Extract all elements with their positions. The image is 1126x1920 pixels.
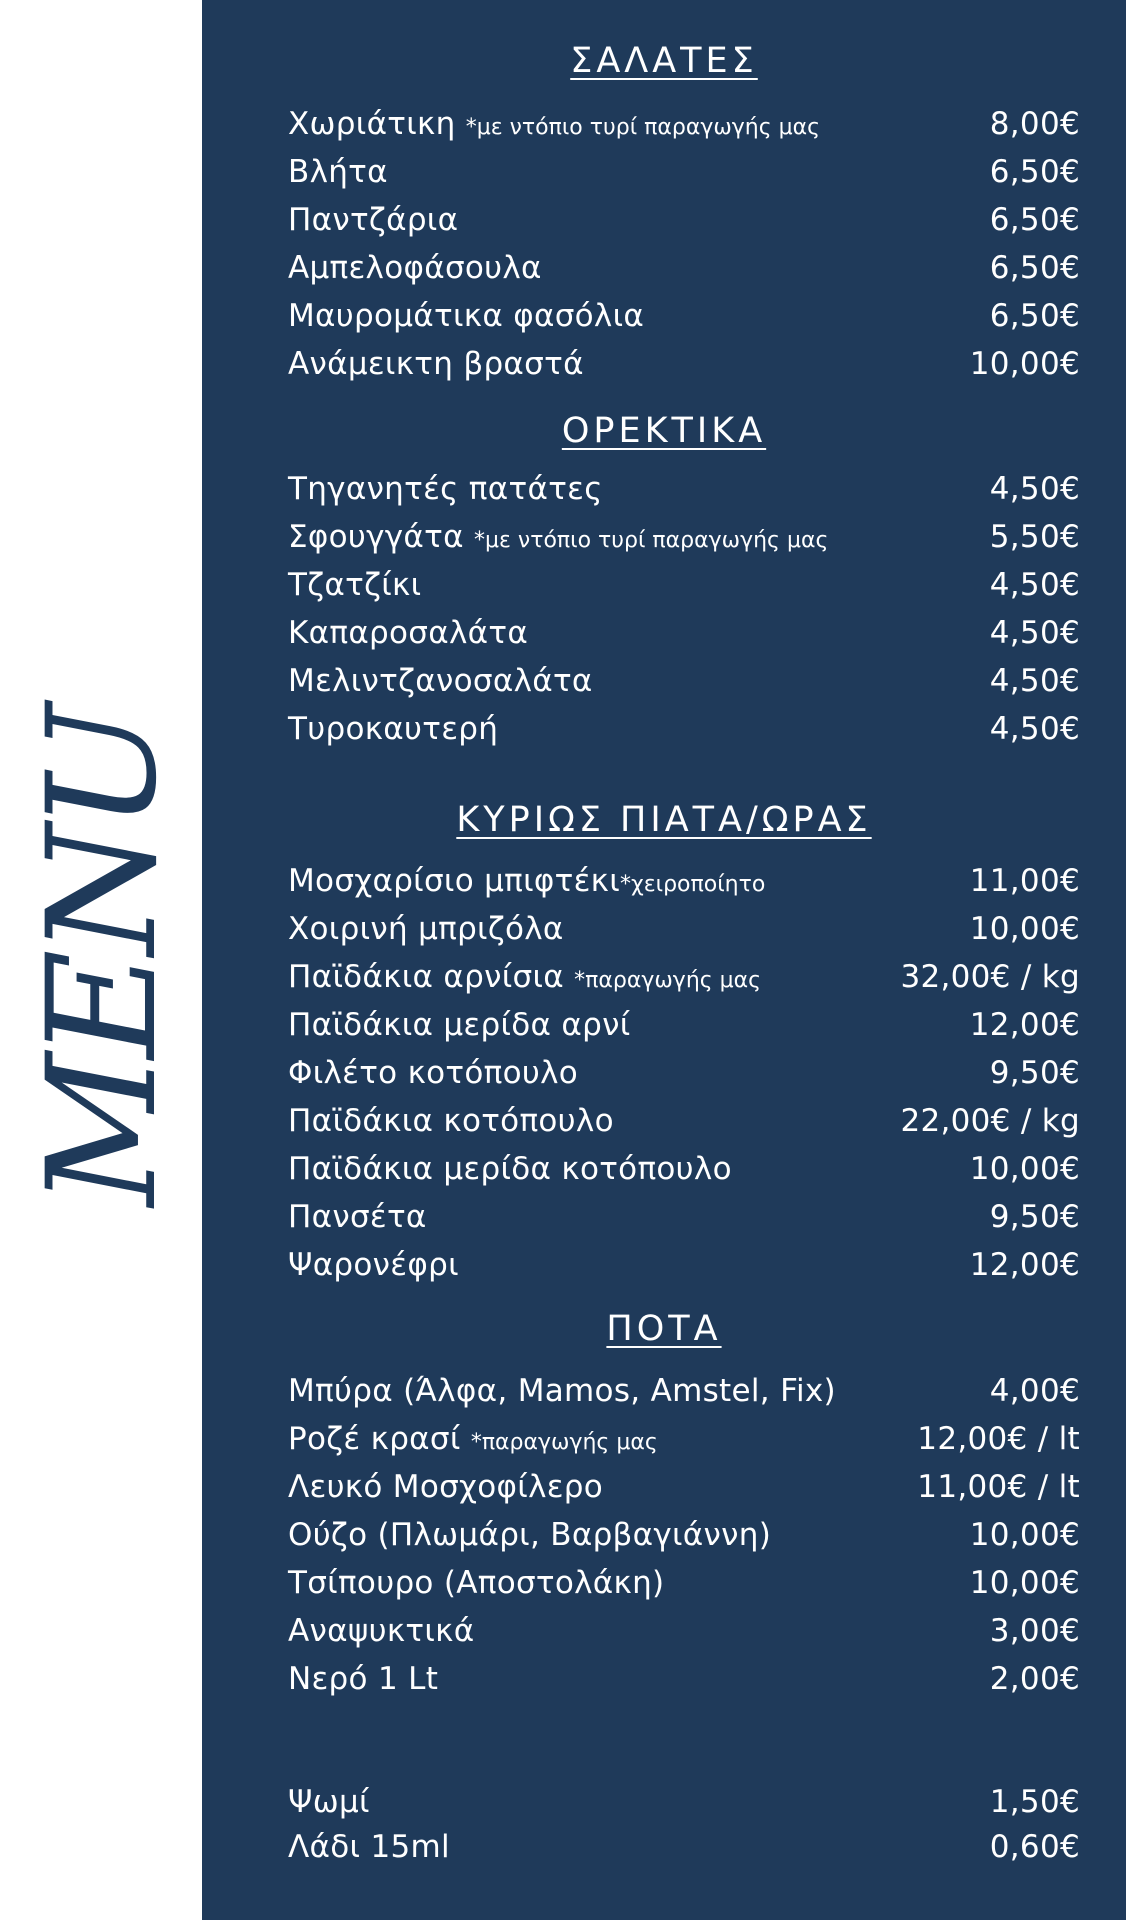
menu-item xyxy=(288,465,1080,513)
item-price: 10,00€ xyxy=(969,1565,1080,1601)
item-price: 0,60€ xyxy=(989,1828,1080,1865)
item-price: 8,00€ xyxy=(989,106,1080,142)
item-price: 1,50€ xyxy=(989,1783,1080,1820)
menu-item xyxy=(288,1145,1080,1193)
menu-item xyxy=(288,1193,1080,1241)
item-name: Λάδι 15ml xyxy=(288,1828,450,1865)
menu-item xyxy=(288,1241,1080,1289)
menu-item xyxy=(288,857,1080,905)
menu-item xyxy=(288,292,1080,340)
item-price: 6,50€ xyxy=(989,202,1080,238)
item-price: 4,50€ xyxy=(989,615,1080,651)
appetizers-list xyxy=(288,465,1080,753)
item-price: 4,00€ xyxy=(989,1373,1080,1409)
item-price: 11,00€ xyxy=(969,863,1080,899)
item-price: 12,00€ / lt xyxy=(917,1421,1080,1457)
item-price: 9,50€ xyxy=(989,1199,1080,1235)
menu-item xyxy=(288,1097,1080,1145)
menu-item xyxy=(288,905,1080,953)
item-note: *με ντόπιο τυρί παραγωγής μας xyxy=(474,528,829,553)
item-price: 4,50€ xyxy=(989,567,1080,603)
menu-item xyxy=(288,196,1080,244)
item-name: Χοιρινή μπριζόλα xyxy=(288,911,564,947)
item-price: 4,50€ xyxy=(989,711,1080,747)
item-price: 3,00€ xyxy=(989,1613,1080,1649)
menu-item xyxy=(288,609,1080,657)
item-note: *παραγωγής μας xyxy=(574,968,762,993)
item-price: 9,50€ xyxy=(989,1055,1080,1091)
item-price: 6,50€ xyxy=(989,154,1080,190)
item-name: Λευκό Μοσχοφίλερο xyxy=(288,1469,604,1505)
item-name: Παντζάρια xyxy=(288,202,459,238)
item-name: Τηγανητές πατάτες xyxy=(288,471,603,507)
item-price: 10,00€ xyxy=(969,1151,1080,1187)
menu-item xyxy=(288,705,1080,753)
item-price: 6,50€ xyxy=(989,250,1080,286)
item-price: 5,50€ xyxy=(989,519,1080,555)
menu-item xyxy=(288,1001,1080,1049)
item-name: Παϊδάκια αρνίσια xyxy=(288,959,564,995)
item-name: Πανσέτα xyxy=(288,1199,427,1235)
item-name: Φιλέτο κοτόπουλο xyxy=(288,1055,579,1091)
extras-list xyxy=(288,1779,1080,1869)
item-name: Αμπελοφάσουλα xyxy=(288,250,542,286)
item-price: 10,00€ xyxy=(969,911,1080,947)
menu-item xyxy=(288,1779,1080,1824)
item-name: Μελιντζανοσαλάτα xyxy=(288,663,593,699)
item-price: 4,50€ xyxy=(989,663,1080,699)
menu-item xyxy=(288,657,1080,705)
item-name: Τζατζίκι xyxy=(288,567,422,603)
item-name: Μπύρα (Άλφα, Mamos, Amstel, Fix) xyxy=(288,1373,836,1409)
item-name: Παϊδάκια κοτόπουλο xyxy=(288,1103,614,1139)
item-note: *χειροποίητο xyxy=(620,872,766,897)
item-name: Χωριάτικη xyxy=(288,106,456,142)
menu-item xyxy=(288,513,1080,561)
item-name: Παϊδάκια μερίδα αρνί xyxy=(288,1007,631,1043)
drinks-list xyxy=(288,1367,1080,1703)
menu-item xyxy=(288,340,1080,388)
item-name: Ψαρονέφρι xyxy=(288,1247,459,1283)
item-price: 32,00€ / kg xyxy=(900,959,1080,995)
salads-list xyxy=(288,100,1080,388)
item-price: 12,00€ xyxy=(969,1247,1080,1283)
item-price: 12,00€ xyxy=(969,1007,1080,1043)
menu-item xyxy=(288,1559,1080,1607)
item-price: 11,00€ / lt xyxy=(917,1469,1080,1505)
item-name: Ψωμί xyxy=(288,1783,370,1820)
item-name: Τυροκαυτερή xyxy=(288,711,499,747)
item-name: Μοσχαρίσιο μπιφτέκι xyxy=(288,863,621,899)
menu-item xyxy=(288,148,1080,196)
menu-item xyxy=(288,953,1080,1001)
item-price: 10,00€ xyxy=(969,1517,1080,1553)
menu-item xyxy=(288,1463,1080,1511)
menu-item xyxy=(288,561,1080,609)
item-name: Τσίπουρο (Αποστολάκη) xyxy=(288,1565,665,1601)
item-price: 22,00€ / kg xyxy=(900,1103,1080,1139)
menu-item xyxy=(288,1367,1080,1415)
item-price: 2,00€ xyxy=(989,1661,1080,1697)
item-note: *παραγωγής μας xyxy=(470,1430,658,1455)
menu-item xyxy=(288,1655,1080,1703)
item-price: 6,50€ xyxy=(989,298,1080,334)
menu-item xyxy=(288,100,1080,148)
item-price: 4,50€ xyxy=(989,471,1080,507)
left-strip xyxy=(0,0,202,1920)
menu-item xyxy=(288,1607,1080,1655)
menu-panel xyxy=(202,0,1126,1920)
section-heading-mains: ΚΥΡΙΩΣ ΠΙΑΤΑ/ΩΡΑΣ xyxy=(456,800,872,840)
section-heading-drinks: ΠΟΤΑ xyxy=(606,1309,722,1349)
item-name: Βλήτα xyxy=(288,154,388,190)
menu-item xyxy=(288,1415,1080,1463)
menu-item xyxy=(288,1511,1080,1559)
item-name: Αναψυκτικά xyxy=(288,1613,475,1649)
item-note: *με ντόπιο τυρί παραγωγής μας xyxy=(465,115,821,140)
item-name: Μαυρομάτικα φασόλια xyxy=(288,298,645,334)
item-name: Ανάμεικτη βραστά xyxy=(288,346,584,382)
menu-item xyxy=(288,1824,1080,1869)
section-heading-salads: ΣΑΛΑΤΕΣ xyxy=(570,41,758,81)
item-price: 10,00€ xyxy=(969,346,1080,382)
menu-script-title: MENU xyxy=(16,709,190,1207)
item-name: Καπαροσαλάτα xyxy=(288,615,529,651)
menu-item xyxy=(288,244,1080,292)
section-heading-appetizers: ΟΡΕΚΤΙΚΑ xyxy=(561,411,767,451)
item-name: Παϊδάκια μερίδα κοτόπουλο xyxy=(288,1151,732,1187)
menu-item xyxy=(288,1049,1080,1097)
item-name: Ούζο (Πλωμάρι, Βαρβαγιάννη) xyxy=(288,1517,772,1553)
item-name: Νερό 1 Lt xyxy=(288,1661,439,1697)
item-name: Ροζέ κρασί xyxy=(288,1421,461,1457)
mains-list xyxy=(288,857,1080,1289)
item-name: Σφουγγάτα xyxy=(288,519,464,555)
